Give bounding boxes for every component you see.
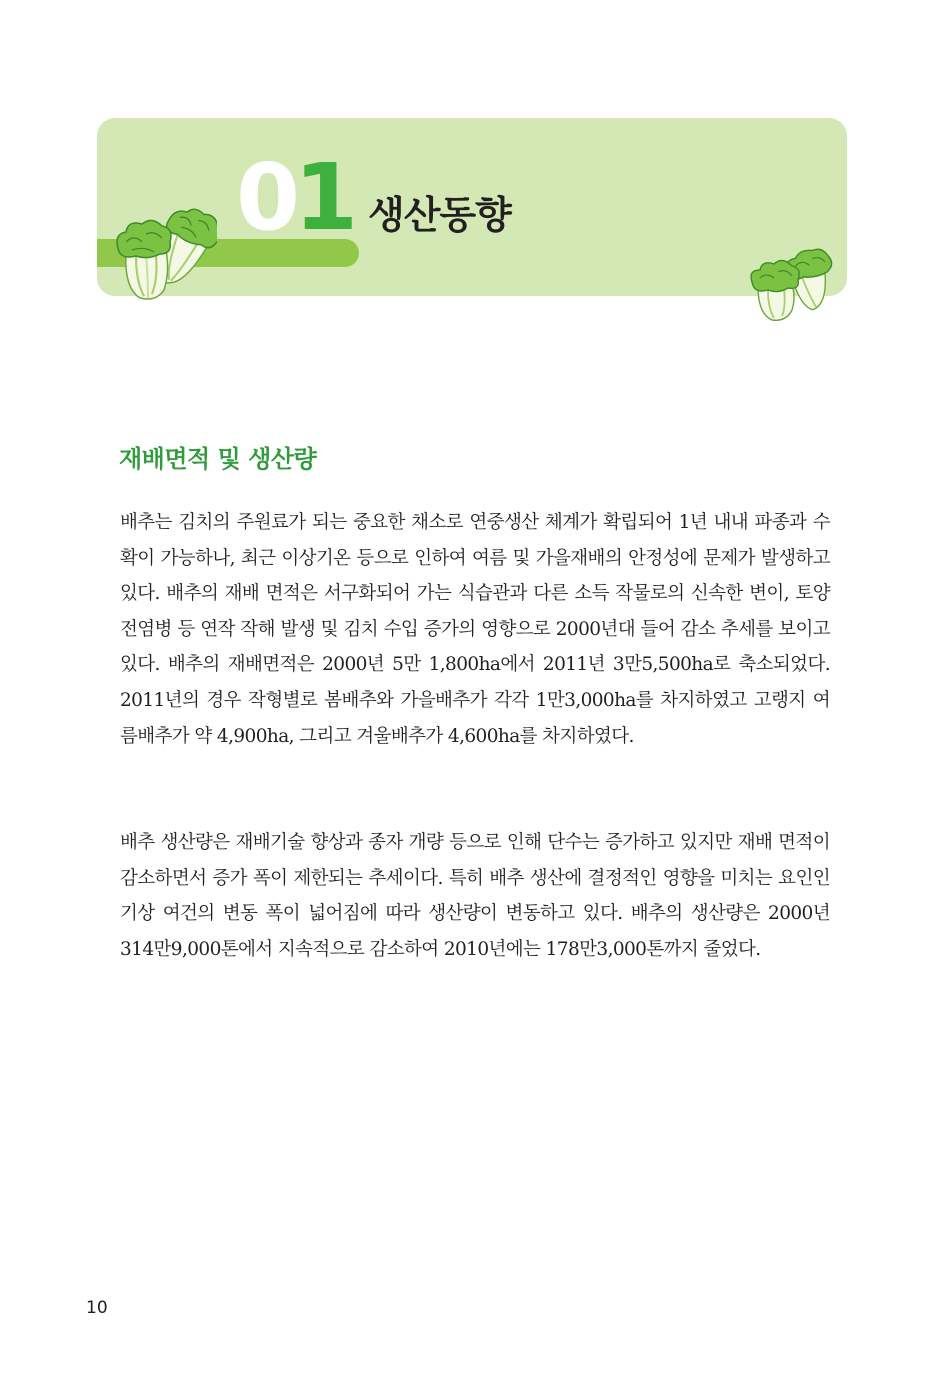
page-number: 10 [86,1298,108,1318]
cabbage-icon [112,202,217,302]
body-paragraph: 배추 생산량은 재배기술 향상과 종자 개량 등으로 인해 단수는 증가하고 있지만 재배 면적이 감소하면서 증가 폭이 제한되는 추세이다. 특히 배추 생산에 결정적인 영향을 미치는 요인인 기상 여건의 변동 폭이 넓어짐에 따라 생산량이 변동하고 있다. 배추의 생산량은 2000년 314만9,000톤에서 지속적으로 감소하여 2010년에는 178만3,000톤까지 줄었다. [120,832,830,960]
chapter-number-second-digit: 1 [294,144,353,251]
chapter-title: 생산동향 [368,193,511,237]
cabbage-icon [748,248,836,323]
section-heading: 재배면적 및 생산량 [119,445,317,473]
body-paragraph: 배추는 김치의 주원료가 되는 중요한 채소로 연중생산 체계가 확립되어 1년 내내 파종과 수확이 가능하나, 최근 이상기온 등으로 인하여 여름 및 가을재배의 안정성에 문제가 발생하고 있다. 배추의 재배 면적은 서구화되어 가는 식습관과 다른 소득 작물로의 신속한 변이, 토양전염병 등 연작 작해 발생 및 김치 수입 증가의 영향으로 2000년대 들어 감소 추세를 보이고 있다. 배추의 재배면적은 2000년 5만 1,800ha에서 2011년 3만5,500ha로 축소되었다. 2011년의 경우 작형별로 봄배추와 가을배추가 각각 1만3,000ha를 차지하였고 고랭지 여름배추가 약 4,900ha, 그리고 겨울배추가 4,600ha를 차지하였다. [120,512,830,747]
chapter-number [236,144,356,251]
chapter-number-first-digit: 0 [236,144,295,251]
